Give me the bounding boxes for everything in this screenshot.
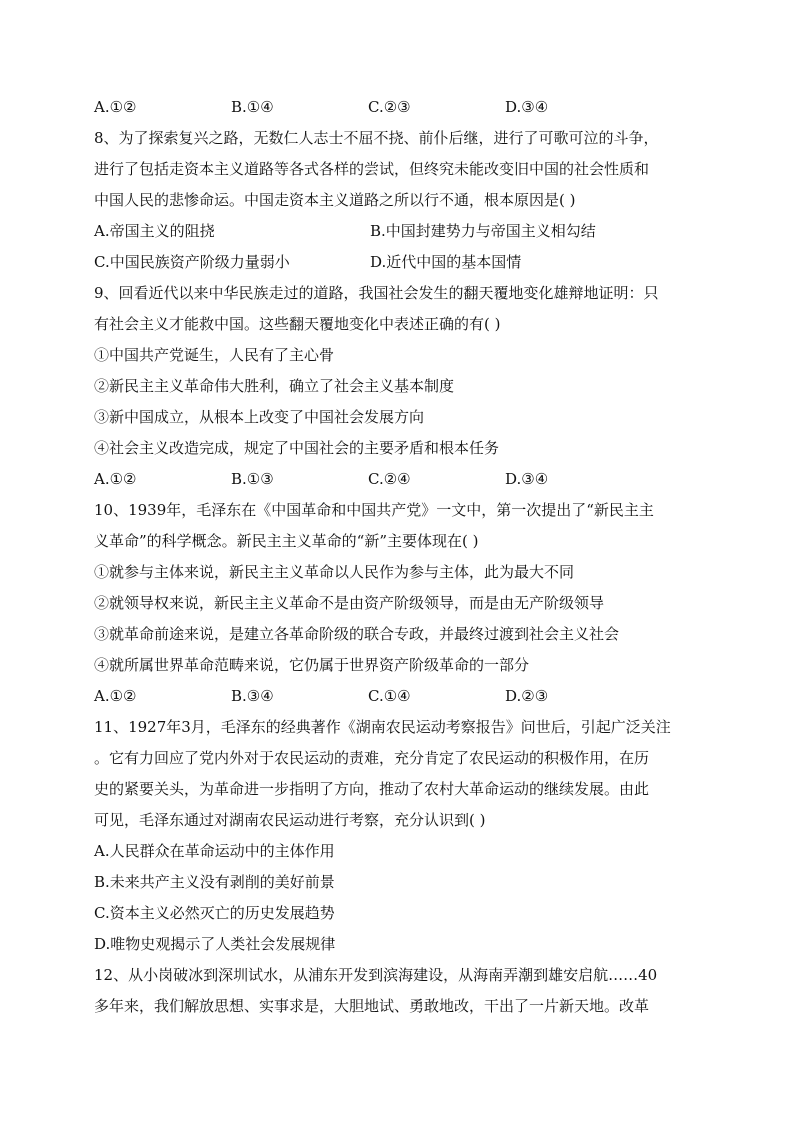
statement: ①就参与主体来说，新民主主义革命以人民作为参与主体，此为最大不同 — [94, 563, 575, 581]
question-text: 史的紧要关头，为革命进一步指明了方向，推动了农村大革命运动的继续发展。由此 — [94, 780, 650, 798]
question-text: 。它有力回应了党内外对于农民运动的责难，充分肯定了农民运动的积极作用，在历 — [94, 749, 650, 767]
statement: ①中国共产党诞生，人民有了主心骨 — [94, 346, 335, 364]
question-8 — [94, 127, 698, 282]
option-b: B.①④ — [231, 98, 274, 116]
question-text: 11、1927年3月，毛泽东的经典著作《湖南农民运动考察报告》问世后，引起广泛关注 — [94, 718, 671, 736]
option-b: B.①③ — [231, 470, 274, 488]
option-c: C.资本主义必然灭亡的历史发展趋势 — [94, 904, 335, 922]
option-a: A.①② — [94, 687, 137, 705]
statement: ④就所属世界革命范畴来说，它仍属于世界资产阶级革命的一部分 — [94, 656, 530, 674]
option-c: C.②③ — [368, 98, 411, 116]
statement: ②就领导权来说，新民主主义革命不是由资产阶级领导，而是由无产阶级领导 — [94, 594, 605, 612]
option-d: D.②③ — [505, 687, 549, 705]
question-11 — [94, 716, 698, 964]
question-text: 10、1939年，毛泽东在《中国革命和中国共产党》一文中，第一次提出了“新民主主 — [94, 501, 654, 519]
question-10 — [94, 499, 698, 716]
statement: ③就革命前途来说，是建立各革命阶级的联合专政，并最终过渡到社会主义社会 — [94, 625, 620, 643]
option-d: D.近代中国的基本国情 — [370, 253, 522, 271]
question-text: 义革命”的科学概念。新民主主义革命的“新”主要体现在( ) — [94, 532, 479, 550]
option-d: D.③④ — [505, 470, 549, 488]
option-a: A.人民群众在革命运动中的主体作用 — [94, 842, 335, 860]
option-d: D.唯物史观揭示了人类社会发展规律 — [94, 935, 336, 953]
statement: ②新民主主义革命伟大胜利，确立了社会主义基本制度 — [94, 377, 455, 395]
question-text: 多年来，我们解放思想、实事求是，大胆地试、勇敢地改，干出了一片新天地。改革 — [94, 997, 650, 1015]
option-a: A.①② — [94, 470, 137, 488]
option-b: B.③④ — [231, 687, 274, 705]
prev-question-options — [94, 96, 698, 127]
option-a: A.①② — [94, 98, 137, 116]
option-c: C.中国民族资产阶级力量弱小 — [94, 253, 290, 271]
question-9 — [94, 282, 698, 499]
question-options — [94, 220, 698, 251]
question-text: 9、回看近代以来中华民族走过的道路，我国社会发生的翻天覆地变化雄辩地证明：只 — [94, 284, 659, 302]
statement: ③新中国成立，从根本上改变了中国社会发展方向 — [94, 408, 425, 426]
question-text: 中国人民的悲惨命运。中国走资本主义道路之所以行不通，根本原因是( ) — [94, 191, 576, 209]
question-text: 8、为了探索复兴之路，无数仁人志士不屈不挠、前仆后继，进行了可歌可泣的斗争， — [94, 129, 659, 147]
option-c: C.①④ — [368, 687, 411, 705]
exam-page — [94, 96, 698, 1026]
option-b: B.未来共产主义没有剥削的美好前景 — [94, 873, 335, 891]
statement: ④社会主义改造完成，规定了中国社会的主要矛盾和根本任务 — [94, 439, 500, 457]
question-text: 可见，毛泽东通过对湖南农民运动进行考察，充分认识到( ) — [94, 811, 486, 829]
question-12 — [94, 964, 698, 1026]
question-text: 12、从小岗破冰到深圳试水，从浦东开发到滨海建设，从海南弄潮到雄安启航……40 — [94, 966, 658, 984]
option-d: D.③④ — [505, 98, 549, 116]
question-options — [94, 685, 698, 716]
question-options — [94, 251, 698, 282]
question-text: 有社会主义才能救中国。这些翻天覆地变化中表述正确的有( ) — [94, 315, 501, 333]
question-text: 进行了包括走资本主义道路等各式各样的尝试，但终究未能改变旧中国的社会性质和 — [94, 160, 650, 178]
option-c: C.②④ — [368, 470, 411, 488]
option-b: B.中国封建势力与帝国主义相勾结 — [370, 222, 596, 240]
question-options — [94, 468, 698, 499]
option-a: A.帝国主义的阻挠 — [94, 222, 215, 240]
